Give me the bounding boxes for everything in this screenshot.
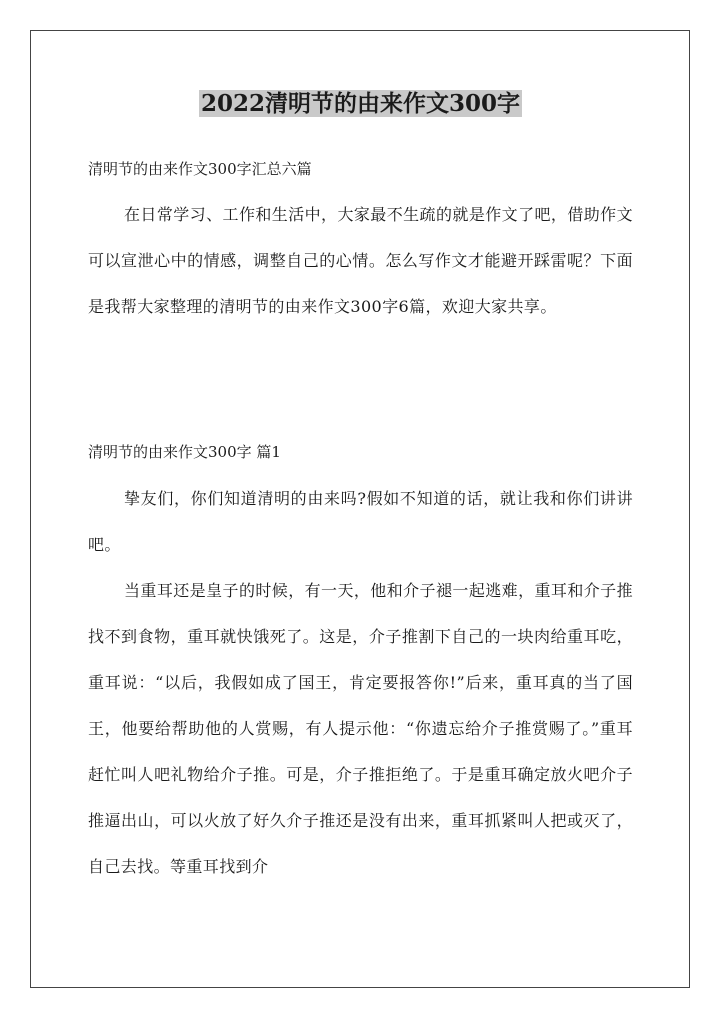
document-title — [88, 86, 633, 122]
title-highlight: 2022清明节的由来作文300字 — [200, 90, 521, 117]
intro-paragraph: 在日常学习、工作和生活中，大家最不生疏的就是作文了吧，借助作文可以宣泄心中的情感，调整自己的心情。怎么写作文才能避开踩雷呢？下面是我帮大家整理的清明节的由来作文300字6篇，欢迎大家共享。 — [88, 205, 633, 316]
body-paragraph-2: 当重耳还是皇子的时候，有一天，他和介子褪一起逃难，重耳和介子推找不到食物，重耳就快饿死了。这是，介子推割下自己的一块肉给重耳吃，重耳说：“以后，我假如成了国王，肯定要报答你!”后来，重耳真的当了国王，他要给帮助他的人赏赐，有人提示他：“你遗忘给介子推赏赐了。”重耳赶忙叫人吧礼物给介子推。可是，介子推拒绝了。于是重耳确定放火吧介子推逼出山，可以火放了好久介子推还是没有出来，重耳抓紧叫人把或灭了，自己去找。等重耳找到介 — [88, 581, 633, 876]
document-subtitle: 清明节的由来作文300字汇总六篇 — [88, 160, 312, 178]
section-heading: 清明节的由来作文300字 篇1 — [88, 443, 281, 461]
body-paragraph-1: 挚友们，你们知道清明的由来吗?假如不知道的话，就让我和你们讲讲吧。 — [88, 489, 633, 554]
